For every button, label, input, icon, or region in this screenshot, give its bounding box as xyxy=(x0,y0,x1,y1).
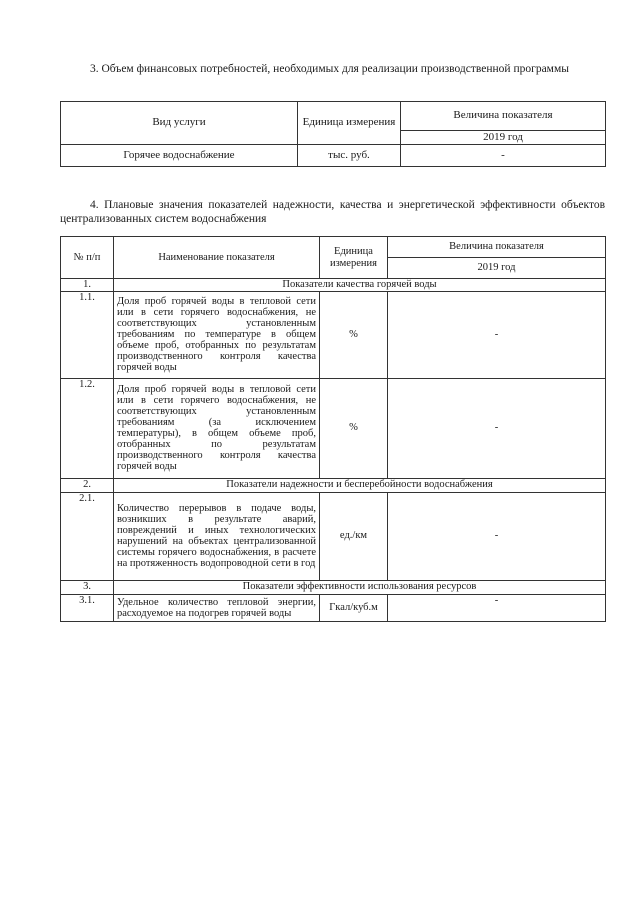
group-row xyxy=(61,580,606,594)
item-num: 3.1. xyxy=(61,594,114,621)
section3-heading: 3. Объем финансовых потребностей, необходимых для реализации производственной программы xyxy=(90,63,569,75)
table-row xyxy=(61,594,606,621)
item-name: Удельное количество тепловой энергии, расходуемое на подогрев горячей воды xyxy=(114,594,320,621)
item-unit: % xyxy=(320,291,388,378)
table-row xyxy=(61,145,606,167)
item-unit: Гкал/куб.м xyxy=(320,594,388,621)
item-value: - xyxy=(388,492,606,580)
financial-needs-table xyxy=(60,101,606,167)
col-header-value: Величина показателя xyxy=(401,102,606,131)
item-value: - xyxy=(388,378,606,478)
section4-heading: 4. Плановые значения показателей надежности, качества и энергетической эффективности объектов централизованных систем водоснабжения xyxy=(60,199,605,225)
group-title: Показатели надежности и бесперебойности водоснабжения xyxy=(114,478,606,492)
col-header-unit: Единица измерения xyxy=(298,102,401,145)
col-header-value: Величина показателя xyxy=(388,237,606,258)
unit-cell: тыс. руб. xyxy=(298,145,401,167)
col-header-year: 2019 год xyxy=(401,131,606,145)
table-row xyxy=(61,492,606,580)
item-value: - xyxy=(388,594,606,621)
item-num: 1.2. xyxy=(61,378,114,478)
group-title: Показатели качества горячей воды xyxy=(114,279,606,292)
col-header-name: Наименование показателя xyxy=(114,237,320,279)
col-header-num: № п/п xyxy=(61,237,114,279)
item-value: - xyxy=(388,291,606,378)
group-row xyxy=(61,478,606,492)
item-num: 2.1. xyxy=(61,492,114,580)
item-unit: ед./км xyxy=(320,492,388,580)
group-num: 3. xyxy=(61,580,114,594)
indicators-table xyxy=(60,236,606,622)
group-row xyxy=(61,279,606,292)
group-num: 2. xyxy=(61,478,114,492)
item-name: Количество перерывов в подаче воды, возникших в результате аварий, повреждений и иных технологических нарушений на объектах централизованной системы горячего водоснабжения, в расчете на протяженность водопроводной сети в год xyxy=(114,492,320,580)
col-header-service: Вид услуги xyxy=(61,102,298,145)
item-num: 1.1. xyxy=(61,291,114,378)
group-title: Показатели эффективности использования ресурсов xyxy=(114,580,606,594)
value-cell: - xyxy=(401,145,606,167)
col-header-year: 2019 год xyxy=(388,258,606,279)
service-cell: Горячее водоснабжение xyxy=(61,145,298,167)
item-name: Доля проб горячей воды в тепловой сети или в сети горячего водоснабжения, не соответствующих установленным требованиям (за исключением температуры), в общем объеме проб, отобранных по результатам производственного контроля качества горячей воды xyxy=(114,378,320,478)
group-num: 1. xyxy=(61,279,114,292)
table-row xyxy=(61,378,606,478)
table-row xyxy=(61,291,606,378)
item-name: Доля проб горячей воды в тепловой сети или в сети горячего водоснабжения, не соответствующих установленным требованиям по температуре в общем объеме проб, отобранных по результатам производственного контроля качества горячей воды xyxy=(114,291,320,378)
col-header-unit: Единица измерения xyxy=(320,237,388,279)
item-unit: % xyxy=(320,378,388,478)
